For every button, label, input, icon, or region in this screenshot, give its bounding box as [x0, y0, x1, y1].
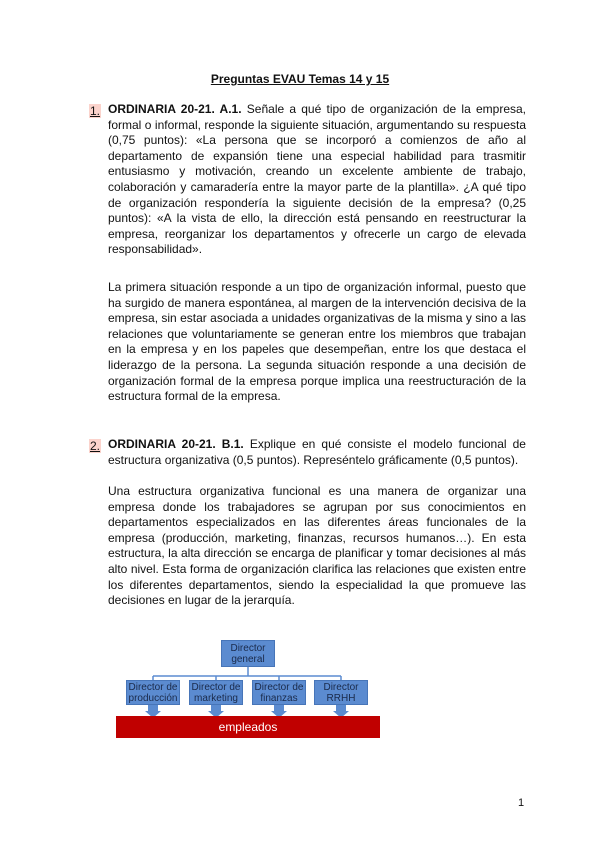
question-2	[108, 437, 526, 468]
answer-2-text: Una estructura organizativa funcional es una manera de organizar una empresa donde los trabajadores se agrupan por sus conocimientos en departamentos especializados en las diferentes áreas funcionales de la empresa (producción, marketing, finanzas, recursos humanos…). En esta estructura, la alta dirección se encarga de planificar y tomar decisiones al más alto nivel. Esta forma de organización clarifica las relaciones que existen entre los diferentes departamentos, siendo la especialidad la que promueve las decisiones en lugar de la jerarquía.	[108, 484, 526, 608]
question-number-1: 1.	[90, 104, 101, 118]
question-1-text	[108, 102, 526, 258]
question-2-body: Explique en qué consiste el modelo funcional de estructura organizativa (0,5 puntos). Represéntelo gráficamente (0,5 puntos).	[108, 437, 526, 467]
question-2-label: ORDINARIA 20-21. B.1.	[108, 437, 244, 451]
question-2-text	[108, 437, 526, 468]
answer-1	[108, 280, 526, 405]
question-number-2: 2.	[90, 439, 101, 453]
down-arrows	[145, 705, 349, 718]
question-1-body: Señale a qué tipo de organización de la empresa, formal o informal, responde la siguiente situación, argumentando su respuesta (0,75 puntos): «La persona que se incorporó a comienzos de año al departamento de expansión tiene una especial habilidad para trasmitir entusiasmo y motivación, creando un excelente ambiente de trabajo, colaboración y camaradería entre la mayor parte de la plantilla». ¿A qué tipo de organización respondería la siguiente decisión de la empresa? (0,25 puntos): «A la vista de ello, la dirección está pensando en reestructurar la empresa, reorganizar los departamentos y ofrecerle un cargo de elevada responsabilidad».	[108, 102, 527, 257]
arrow-down-icon	[208, 705, 224, 718]
question-1-label: ORDINARIA 20-21. A.1.	[108, 102, 242, 116]
director-rrhh-box: Director RRHH	[314, 680, 368, 705]
director-marketing-box: Director de marketing	[189, 680, 243, 705]
question-1	[108, 102, 526, 258]
arrow-down-icon	[145, 705, 161, 718]
answer-2	[108, 484, 526, 609]
arrow-down-icon	[333, 705, 349, 718]
page-number: 1	[518, 797, 525, 809]
director-general-box: Director general	[221, 640, 275, 667]
director-produccion-box: Director de producción	[126, 680, 180, 705]
director-finanzas-box: Director de finanzas	[252, 680, 306, 705]
arrow-down-icon	[271, 705, 287, 718]
answer-1-text: La primera situación responde a un tipo de organización informal, puesto que ha surgido de manera espontánea, al margen de la intervención decisiva de la empresa, sin estar asociada a unidades organizativas de la misma y sino a las relaciones que voluntariamente se generan entre los miembros que trabajan en la empresa y en los papeles que desempeñan, entre los que destaca el liderazgo de la persona. La segunda situación responde a una decisión de organización formal de la empresa porque implica una reestructuración de la estructura formal de la empresa.	[108, 280, 526, 404]
empleados-bar: empleados	[116, 716, 380, 738]
page-title: Preguntas EVAU Temas 14 y 15	[210, 72, 390, 86]
